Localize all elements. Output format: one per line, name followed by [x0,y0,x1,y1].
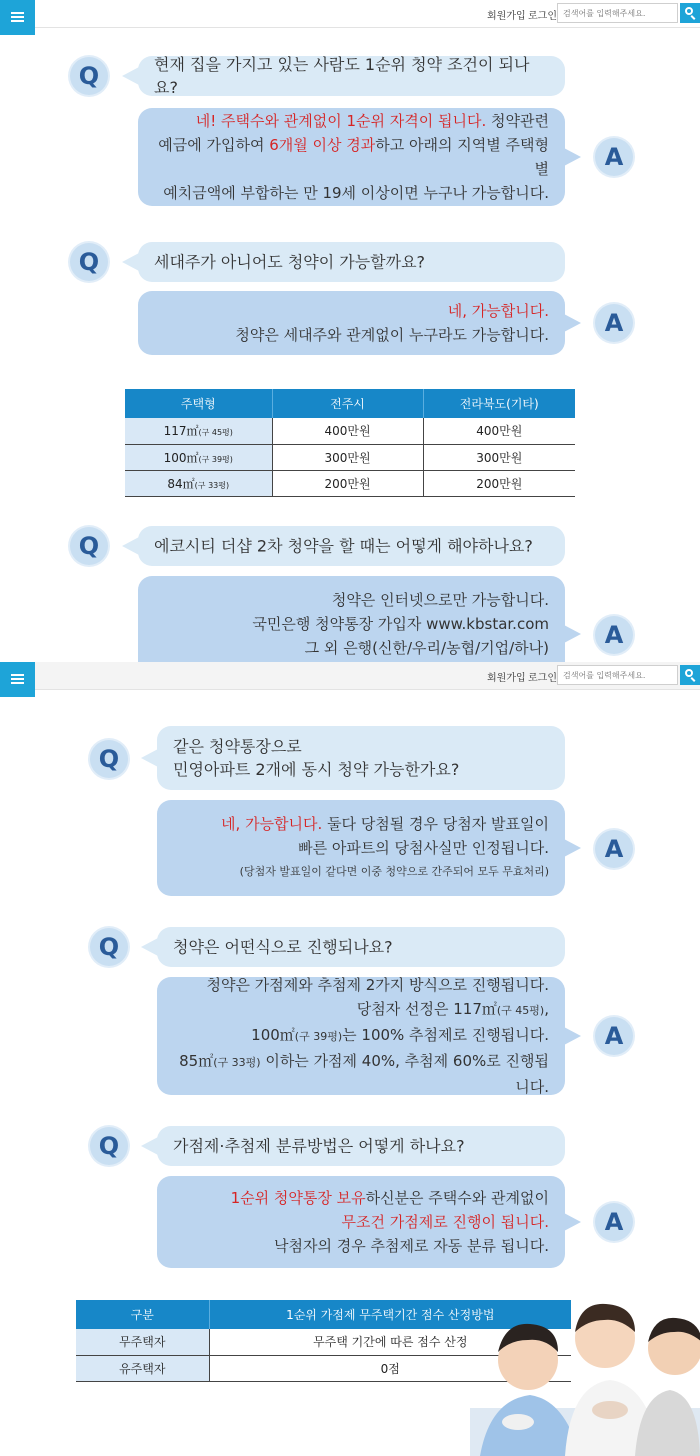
question-text: 가점제·추첨제 분류방법은 어떻게 하나요? [173,1136,465,1156]
site-header [0,0,700,28]
answer-text: 네! 주택수와 관계없이 1순위 자격이 됩니다. 청약관련 예금에 가입하여 6개월 이상 경과하고 아래의 지역별 주택형별 예치금액에 부합하는 만 19세 이상이면 누구나 가능합니다. [158,112,549,202]
question-icon: Q [70,57,108,95]
page-section-1 [0,0,700,662]
answer-text: 네, 가능합니다. 둘다 당첨될 경우 당첨자 발표일이 빠른 아파트의 당첨사실만 인정됩니다. (당첨자 발표일이 같다면 이중 청약으로 간주되어 모두 무효처리) [221,815,549,878]
login-link[interactable]: 로그인 [528,673,557,684]
question-text: 세대주가 아니어도 청약이 가능할까요? [154,252,426,272]
signup-link[interactable]: 회원가입 [487,673,526,684]
answer-text: 네, 가능합니다. 청약은 세대주와 관계없이 누구라도 가능합니다. [235,302,549,344]
site-header [0,662,700,690]
answer-bubble [138,108,565,206]
answer-bubble [138,576,565,662]
question-icon: Q [70,527,108,565]
table-row: 117㎡(구 45평) 400만원 400만원 [125,418,575,444]
deposit-table [125,389,575,497]
question-icon: Q [70,243,108,281]
table-header: 1순위 가점제 무주택기간 점수 산정방법 [209,1300,571,1329]
question-text: 청약은 어떤식으로 진행되나요? [173,937,393,957]
answer-text: 청약은 인터넷으로만 가능합니다. 국민은행 청약통장 가입자 www.kbstar.com 그 외 은행(신한/우리/농협/기업/하나) [252,591,549,657]
table-row: 100㎡(구 39평) 300만원 300만원 [125,444,575,470]
answer-icon: A [595,1203,633,1241]
children-photo [470,1290,700,1456]
answer-bubble [157,1176,565,1268]
question-text: 같은 청약통장으로 민영아파트 2개에 동시 청약 가능한가요? [173,737,460,779]
search-input[interactable] [557,665,678,685]
question-icon: Q [90,740,128,778]
question-bubble [157,927,565,967]
question-text: 에코시티 더샵 2차 청약을 할 때는 어떻게 해야하나요? [154,536,533,556]
answer-icon: A [595,830,633,868]
question-text: 현재 집을 가지고 있는 사람도 1순위 청약 조건이 되나요? [154,55,530,97]
answer-text: 1순위 청약통장 보유하신분은 주택수와 관계없이 무조건 가점제로 진행이 됩니다. 낙첨자의 경우 추첨제로 자동 분류 됩니다. [230,1189,549,1255]
search-button[interactable] [680,665,700,685]
search-input[interactable] [557,3,678,23]
question-bubble [157,726,565,790]
table-header: 전라북도(기타) [423,389,575,418]
answer-icon: A [595,138,633,176]
table-row: 84㎡(구 33평) 200만원 200만원 [125,470,575,496]
menu-button[interactable] [0,662,35,697]
answer-bubble [138,291,565,355]
table-row: 무주택자 무주택 기간에 따른 점수 산정 [76,1329,571,1355]
question-bubble [157,1126,565,1166]
answer-icon: A [595,616,633,654]
answer-bubble [157,800,565,896]
table-header: 구분 [76,1300,209,1329]
question-bubble [138,526,565,566]
search-button[interactable] [680,3,700,23]
search-icon [685,7,693,15]
table-header: 주택형 [125,389,272,418]
search-icon [685,669,693,677]
table-header: 전주시 [272,389,423,418]
login-link[interactable]: 로그인 [528,11,557,22]
signup-link[interactable]: 회원가입 [487,11,526,22]
table-row: 유주택자 0점 [76,1355,571,1381]
question-icon: Q [90,1127,128,1165]
answer-bubble [157,977,565,1095]
answer-icon: A [595,304,633,342]
menu-button[interactable] [0,0,35,35]
question-bubble [138,56,565,96]
page-section-2 [0,662,700,1456]
answer-icon: A [595,1017,633,1055]
question-bubble [138,242,565,282]
answer-text: 청약은 가점제와 추첨제 2가지 방식으로 진행됩니다. 당첨자 선정은 117㎡(구 45평), 100㎡(구 39평)는 100% 추첨제로 진행됩니다. 85㎡(구 33평) 이하는 가점제 40%, 추첨제 60%로 진행됩니다. [179,976,549,1096]
question-icon: Q [90,928,128,966]
